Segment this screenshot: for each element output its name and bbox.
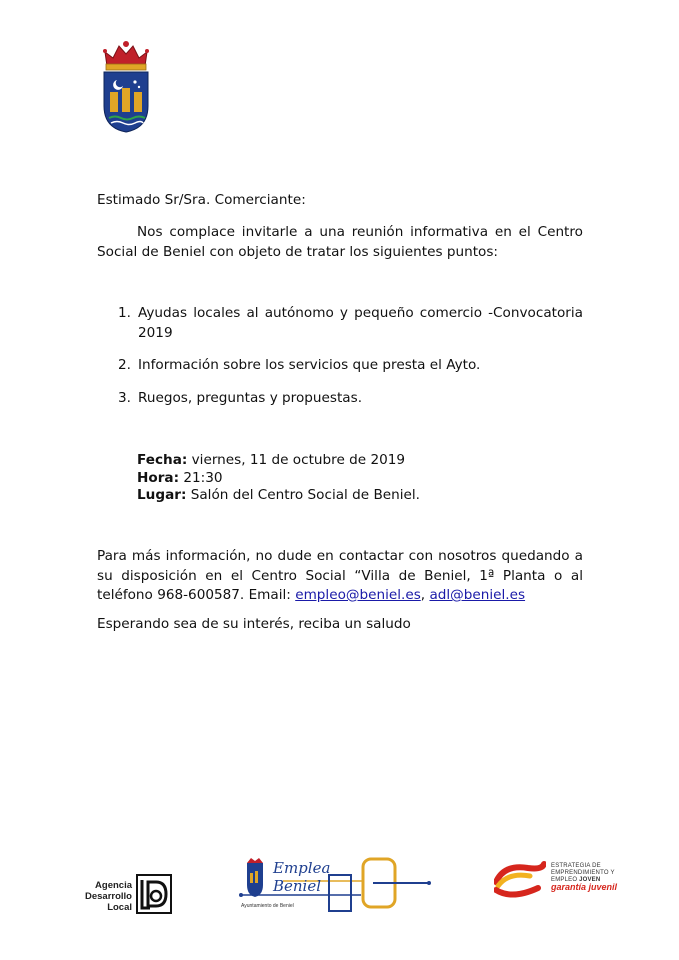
agenda-item-text: Ayudas locales al autónomo y pequeño comercio -Convocatoria 2019 <box>138 305 583 341</box>
closing: Esperando sea de su interés, reciba un saludo <box>97 616 411 632</box>
list-item: 2. Información sobre los servicios que presta el Ayto. <box>118 357 481 373</box>
contact-paragraph: Para más información, no dude en contactar con nosotros quedando a su disposición en el Centro Social “Villa de Beniel, 1ª Planta o al teléfono 968-600587. Email: empleo@beniel.es, adl@beniel.es <box>97 548 583 603</box>
list-item: 1. Ayudas locales al autónomo y pequeño comercio -Convocatoria 2019 <box>118 305 583 341</box>
meeting-date: Fecha: viernes, 11 de octubre de 2019 <box>137 452 406 468</box>
gj-swoosh-icon <box>494 860 546 898</box>
meeting-time: Hora: 21:30 <box>137 469 223 486</box>
agenda-item-text: Información sobre los servicios que presta el Ayto. <box>138 357 481 373</box>
email-link-empleo[interactable]: empleo@beniel.es <box>295 587 421 603</box>
agenda-list <box>97 304 583 421</box>
agenda-item-text: Ruegos, preguntas y propuestas. <box>138 389 363 406</box>
garantia-juvenil-logo: ESTRATEGIA DE EMPRENDIMIENTO Y EMPLEO JOVEN garantía juvenil <box>480 846 640 908</box>
adl-logo: Agencia Desarrollo Local <box>80 860 172 916</box>
email-link-adl[interactable]: adl@beniel.es <box>429 587 526 603</box>
greeting: Estimado Sr/Sra. Comerciante: <box>97 192 306 208</box>
meeting-place: Lugar: Salón del Centro Social de Beniel. <box>137 487 420 503</box>
emplea-graphic-icon <box>233 855 433 919</box>
list-item: 3. Ruegos, preguntas y propuestas. <box>118 389 363 406</box>
coat-of-arms-icon <box>99 40 153 134</box>
intro-paragraph: Nos complace invitarle a una reunión informativa en el Centro Social de Beniel con objeto de tratar los siguientes puntos: <box>97 224 583 260</box>
meeting-details <box>137 452 420 505</box>
adl-mark-icon <box>136 874 172 914</box>
emplea-beniel-logo: Emplea Beniel Ayuntamiento de Beniel <box>233 855 433 919</box>
